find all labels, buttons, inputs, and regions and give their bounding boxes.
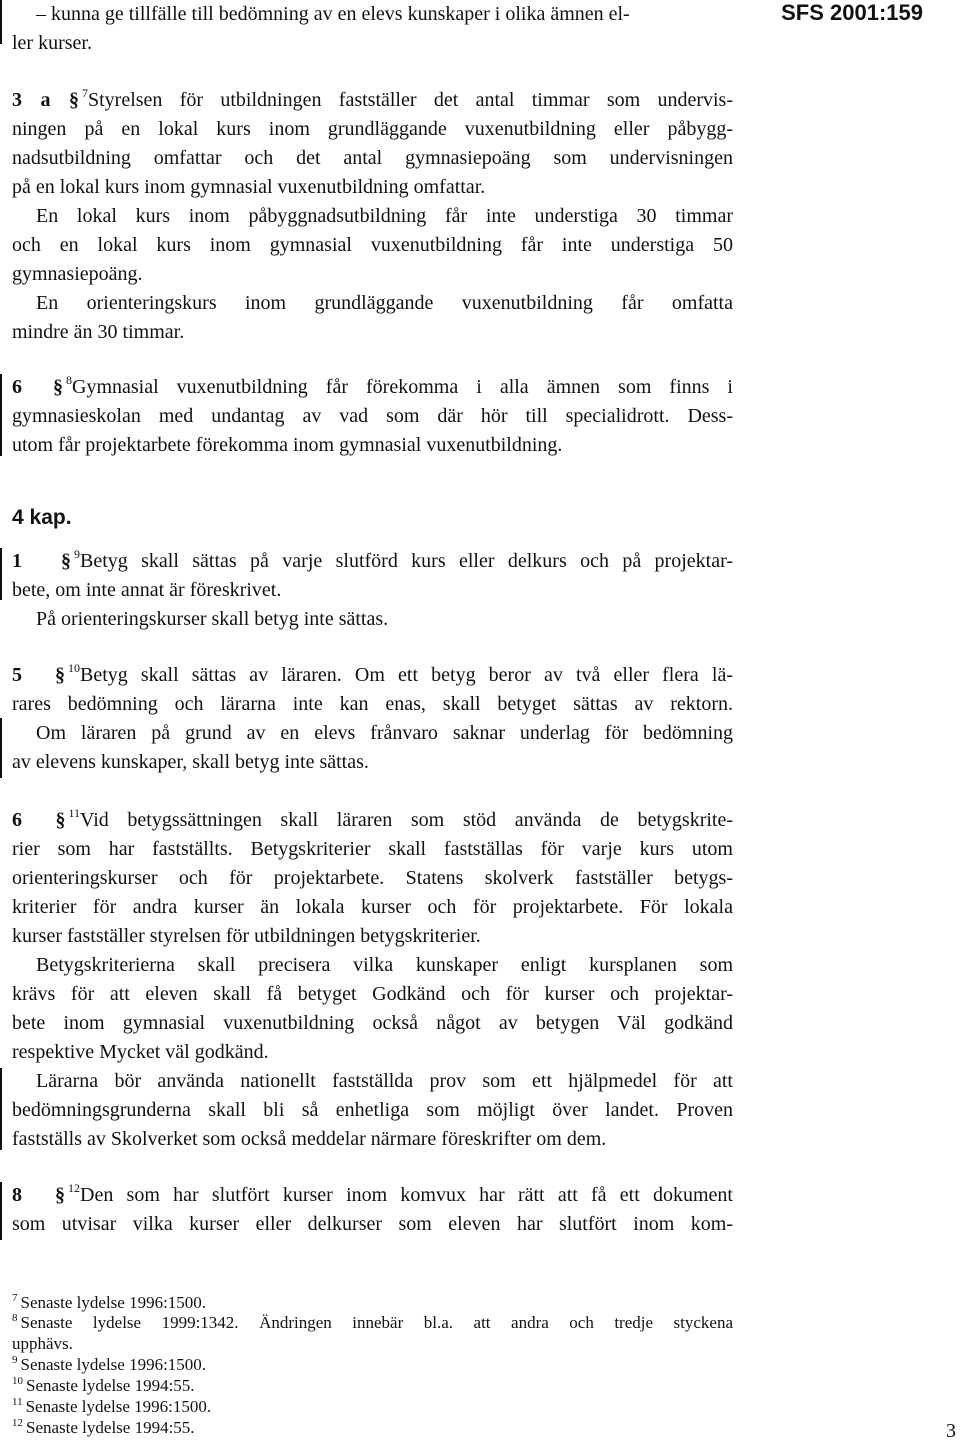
section-text: Vid betygssättningen skall läraren som stöd använda de betygskrite- [80, 809, 733, 831]
section-1-line [12, 550, 733, 574]
section-3a-line: gymnasiepoäng. [12, 263, 143, 285]
section-3a-line: på en lokal kurs inom gymnasial vuxenutbildning omfattar. [12, 176, 486, 198]
footnote-ref: 10 [68, 664, 80, 675]
section-1-line: bete, om inte annat är föreskrivet. [12, 579, 282, 601]
footnote-text: Senaste lydelse 1999:1342. Ändringen innebär bl.a. att andra och tredje styckena [20, 1314, 733, 1332]
section-number: 6 § [12, 376, 63, 398]
chapter-heading: 4 kap. [12, 506, 72, 529]
footnote [12, 1419, 195, 1439]
footnote-ref: 8 [66, 376, 72, 387]
section-text: Den som har slutfört kurser inom komvux har rätt att få ett dokument [80, 1184, 733, 1206]
footnote-number: 7 [12, 1292, 18, 1304]
change-bar [0, 1068, 2, 1150]
footnote-text: Senaste lydelse 1996:1500. [20, 1355, 207, 1374]
footnote [12, 1377, 195, 1397]
change-bar [0, 374, 2, 456]
section-text: Styrelsen för utbildningen fastställer det antal timmar som undervis- [88, 89, 733, 111]
section-text: Betyg skall sättas av läraren. Om ett betyg beror av två eller flera lä- [80, 664, 733, 686]
intro-line: – kunna ge tillfälle till bedömning av en elevs kunskaper i olika ämnen el- [36, 3, 630, 25]
section-6b-line: respektive Mycket väl godkänd. [12, 1041, 269, 1063]
section-5-line: Om läraren på grund av en elevs frånvaro saknar underlag för bedömning [36, 722, 733, 744]
change-bar [0, 0, 2, 44]
section-3a-line: och en lokal kurs inom gymnasial vuxenutbildning får inte understiga 50 [12, 234, 733, 256]
section-6-line: utom får projektarbete förekomma inom gymnasial vuxenutbildning. [12, 434, 563, 456]
change-bar [0, 1182, 2, 1240]
section-6b-line [12, 809, 733, 833]
footnote [12, 1335, 73, 1353]
section-number: 8 § [12, 1184, 65, 1206]
section-3a-line [12, 89, 733, 113]
section-6b-line: bedömningsgrunderna skall bli så enhetliga som möjligt över landet. Proven [12, 1099, 733, 1121]
section-3a-line: ningen på en lokal kurs inom grundläggande vuxenutbildning eller påbygg- [12, 118, 733, 140]
footnote-number: 11 [12, 1396, 23, 1408]
change-bar [0, 718, 2, 778]
section-6b-line: rier som har fastställts. Betygskriterier skall fastställas för varje kurs utom [12, 838, 733, 860]
footnote-ref: 11 [68, 809, 80, 820]
document-id: SFS 2001:159 [781, 0, 923, 25]
section-6b-line: orienteringskurser och för projektarbete. Statens skolverk fastställer betygs- [12, 867, 733, 889]
section-6b-line: krävs för att eleven skall få betyget Godkänd och för kurser och projektar- [12, 983, 733, 1005]
footnote [12, 1314, 733, 1334]
footnote-ref: 9 [74, 550, 80, 561]
section-number: 5 § [12, 664, 65, 686]
section-text: Gymnasial vuxenutbildning får förekomma i alla ämnen som finns i [72, 376, 733, 398]
section-3a-line: nadsutbildning omfattar och det antal gymnasiepoäng som undervisningen [12, 147, 733, 169]
footnote-ref: 7 [82, 89, 88, 100]
section-6-line: gymnasieskolan med undantag av vad som där hör till specialidrott. Dess- [12, 405, 733, 427]
footnote-text: Senaste lydelse 1994:55. [26, 1376, 195, 1395]
section-6b-line: bete inom gymnasial vuxenutbildning också något av betygen Väl godkänd [12, 1012, 733, 1034]
section-8-line [12, 1184, 733, 1208]
section-3a-line: En orienteringskurs inom grundläggande vuxenutbildning får omfatta [36, 292, 733, 314]
section-1-line: På orienteringskurser skall betyg inte sättas. [36, 608, 389, 630]
page-number: 3 [946, 1420, 956, 1442]
intro-line: ler kurser. [12, 32, 92, 54]
section-6-line [12, 376, 733, 400]
footnote-text: upphävs. [12, 1334, 73, 1353]
section-6b-line: kurser fastställer styrelsen för utbildningen betygskriterier. [12, 925, 481, 947]
section-number: 1 § [12, 550, 71, 572]
footnote-number: 9 [12, 1354, 18, 1366]
section-5-line: rares bedömning och lärarna inte kan enas, skall betyget sättas av rektorn. [12, 693, 733, 715]
footnote [12, 1294, 206, 1314]
footnote-text: Senaste lydelse 1994:55. [26, 1418, 195, 1437]
section-5-line: av elevens kunskaper, skall betyg inte sättas. [12, 751, 369, 773]
footnote-ref: 12 [68, 1184, 80, 1195]
section-number: 3 a § [12, 89, 79, 111]
section-5-line [12, 664, 733, 688]
section-3a-line: mindre än 30 timmar. [12, 321, 185, 343]
section-6b-line: fastställs av Skolverket som också meddelar närmare föreskrifter om dem. [12, 1128, 607, 1150]
footnote-number: 8 [12, 1314, 18, 1324]
footnote [12, 1398, 211, 1418]
section-3a-line: En lokal kurs inom påbyggnadsutbildning får inte understiga 30 timmar [36, 205, 733, 227]
footnote-number: 10 [12, 1375, 23, 1387]
section-6b-line: kriterier för andra kurser än lokala kurser och för projektarbete. För lokala [12, 896, 733, 918]
section-text: Betyg skall sättas på varje slutförd kurs eller delkurs och på projektar- [80, 550, 733, 572]
change-bar [0, 548, 2, 600]
section-number: 6 § [12, 809, 66, 831]
section-6b-line: Lärarna bör använda nationellt fastställda prov som ett hjälpmedel för att [36, 1070, 733, 1092]
section-6b-line: Betygskriterierna skall precisera vilka kunskaper enligt kursplanen som [36, 954, 733, 976]
footnote [12, 1356, 206, 1376]
footnote-text: Senaste lydelse 1996:1500. [25, 1397, 212, 1416]
footnote-number: 12 [12, 1417, 23, 1429]
footnote-text: Senaste lydelse 1996:1500. [20, 1293, 207, 1312]
section-8-line: som utvisar vilka kurser eller delkurser som eleven har slutfört inom kom- [12, 1213, 733, 1235]
